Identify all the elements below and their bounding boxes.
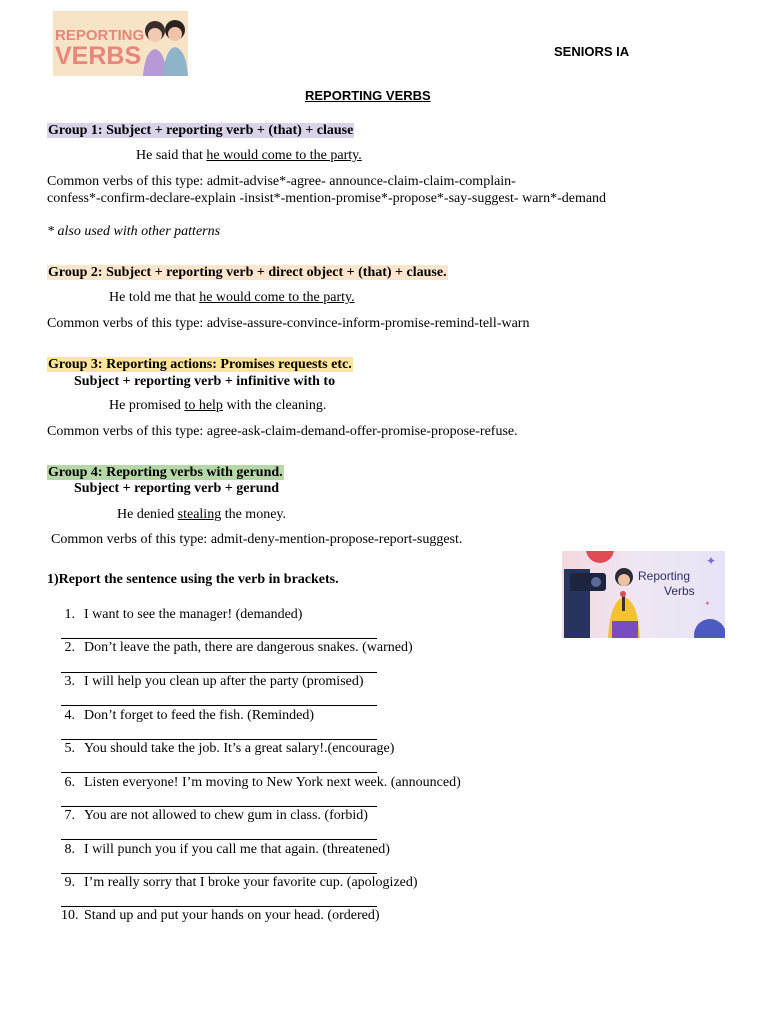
group4-example-pre: He denied (117, 507, 178, 522)
exercise-item-text: I will help you clean up after the party (promised) (84, 674, 364, 689)
reporting-verbs-logo (53, 11, 188, 76)
group1-example (136, 148, 362, 164)
answer-line[interactable] (61, 638, 377, 639)
page-title: REPORTING VERBS (305, 88, 431, 103)
group1-heading-text: Group 1: Subject + reporting verb + (that) + clause (48, 123, 354, 138)
exercise-item-number: 6. (64, 775, 75, 790)
group3-example-pre: He promised (109, 398, 185, 413)
exercise-item (0, 640, 768, 660)
exercise-item-number: 1. (64, 607, 75, 622)
exercise-item-number: 9. (64, 875, 75, 890)
group1-note: * also used with other patterns (47, 224, 221, 239)
svg-text:✦: ✦ (704, 599, 711, 608)
exercise-item-text: Don’t leave the path, there are dangerous snakes. (warned) (84, 640, 413, 655)
group3-example (109, 398, 326, 414)
exercise-item-number: 5. (64, 741, 75, 756)
exercise-item (0, 775, 768, 795)
banner-line2: Verbs (664, 584, 695, 598)
group2-example-pre: He told me that (109, 290, 200, 305)
answer-line[interactable] (61, 806, 377, 807)
exercise-item-text: I want to see the manager! (demanded) (84, 607, 303, 622)
exercise-item-text: I’m really sorry that I broke your favorite cup. (apologized) (84, 875, 418, 890)
exercise-item-number: 8. (64, 842, 75, 857)
group1-common-line1: Common verbs of this type: admit-advise*-agree- announce-claim-claim-complain- (47, 174, 516, 189)
group2-example-underlined: he would come to the party. (199, 290, 355, 305)
logo-text-line2: VERBS (55, 42, 142, 70)
exercise-item-text: Listen everyone! I’m moving to New York next week. (announced) (84, 775, 461, 790)
group3-heading (47, 357, 353, 373)
exercise-item (0, 842, 768, 862)
exercise-item-number: 10. (61, 908, 79, 923)
group4-example-post: the money. (221, 507, 287, 522)
exercise-item (0, 607, 768, 627)
group4-subheading: Subject + reporting verb + gerund (74, 481, 280, 496)
exercise-item (0, 741, 768, 761)
exercise-item-text: Stand up and put your hands on your head. (ordered) (84, 908, 380, 923)
exercise-item (0, 908, 768, 928)
group3-example-post: with the cleaning. (222, 398, 327, 413)
answer-line[interactable] (61, 772, 377, 773)
whispering-girls-illustration (137, 11, 188, 76)
exercise-item-number: 4. (64, 708, 75, 723)
group1-example-pre: He said that (136, 148, 207, 163)
exercise-item (0, 674, 768, 694)
group3-common: Common verbs of this type: agree-ask-claim-demand-offer-promise-propose-refuse. (47, 424, 518, 439)
group2-heading (47, 265, 448, 281)
banner-line1: Reporting (638, 569, 691, 583)
group1-heading (47, 123, 354, 139)
svg-text:✦: ✦ (706, 554, 717, 568)
group4-example (117, 507, 286, 523)
exercise-item-number: 3. (64, 674, 75, 689)
exercise-item (0, 708, 768, 728)
group3-subheading: Subject + reporting verb + infinitive with to (74, 374, 336, 389)
group4-example-underlined: stealing (177, 507, 222, 522)
group3-example-underlined: to help (184, 398, 223, 413)
exercise-instruction: 1)Report the sentence using the verb in brackets. (47, 572, 339, 587)
exercise-item-text: Don’t forget to feed the fish. (Reminded) (84, 708, 315, 723)
exercise-item (0, 875, 768, 895)
exercise-item-text: You should take the job. It’s a great salary!.(encourage) (84, 741, 395, 756)
exercise-item-text: You are not allowed to chew gum in class. (forbid) (84, 808, 368, 823)
exercise-item-number: 7. (64, 808, 75, 823)
answer-line[interactable] (61, 672, 377, 673)
logo-text-line1: REPORTING (55, 27, 145, 44)
group4-heading (47, 465, 284, 481)
group2-common: Common verbs of this type: advise-assure-convince-inform-promise-remind-tell-warn (47, 316, 530, 331)
exercise-item (0, 808, 768, 828)
answer-line[interactable] (61, 873, 377, 874)
class-label: SENIORS IA (554, 44, 630, 59)
answer-line[interactable] (61, 705, 377, 706)
answer-line[interactable] (61, 839, 377, 840)
group4-heading-text: Group 4: Reporting verbs with gerund. (48, 465, 283, 480)
exercise-item-number: 2. (64, 640, 75, 655)
group1-example-underlined: he would come to the party. (206, 148, 362, 163)
group1-common-line2: confess*-confirm-declare-explain -insist*-mention-promise*-propose*-say-suggest- warn*-demand (47, 191, 607, 206)
exercise-item-text: I will punch you if you call me that again. (threatened) (84, 842, 390, 857)
group2-heading-text: Group 2: Subject + reporting verb + direct object + (that) + clause. (48, 265, 447, 280)
group3-heading-text: Group 3: Reporting actions: Promises requests etc. (48, 357, 352, 372)
answer-line[interactable] (61, 906, 377, 907)
group2-example (109, 290, 355, 306)
group4-common: Common verbs of this type: admit-deny-mention-propose-report-suggest. (51, 532, 463, 547)
answer-line[interactable] (61, 739, 377, 740)
